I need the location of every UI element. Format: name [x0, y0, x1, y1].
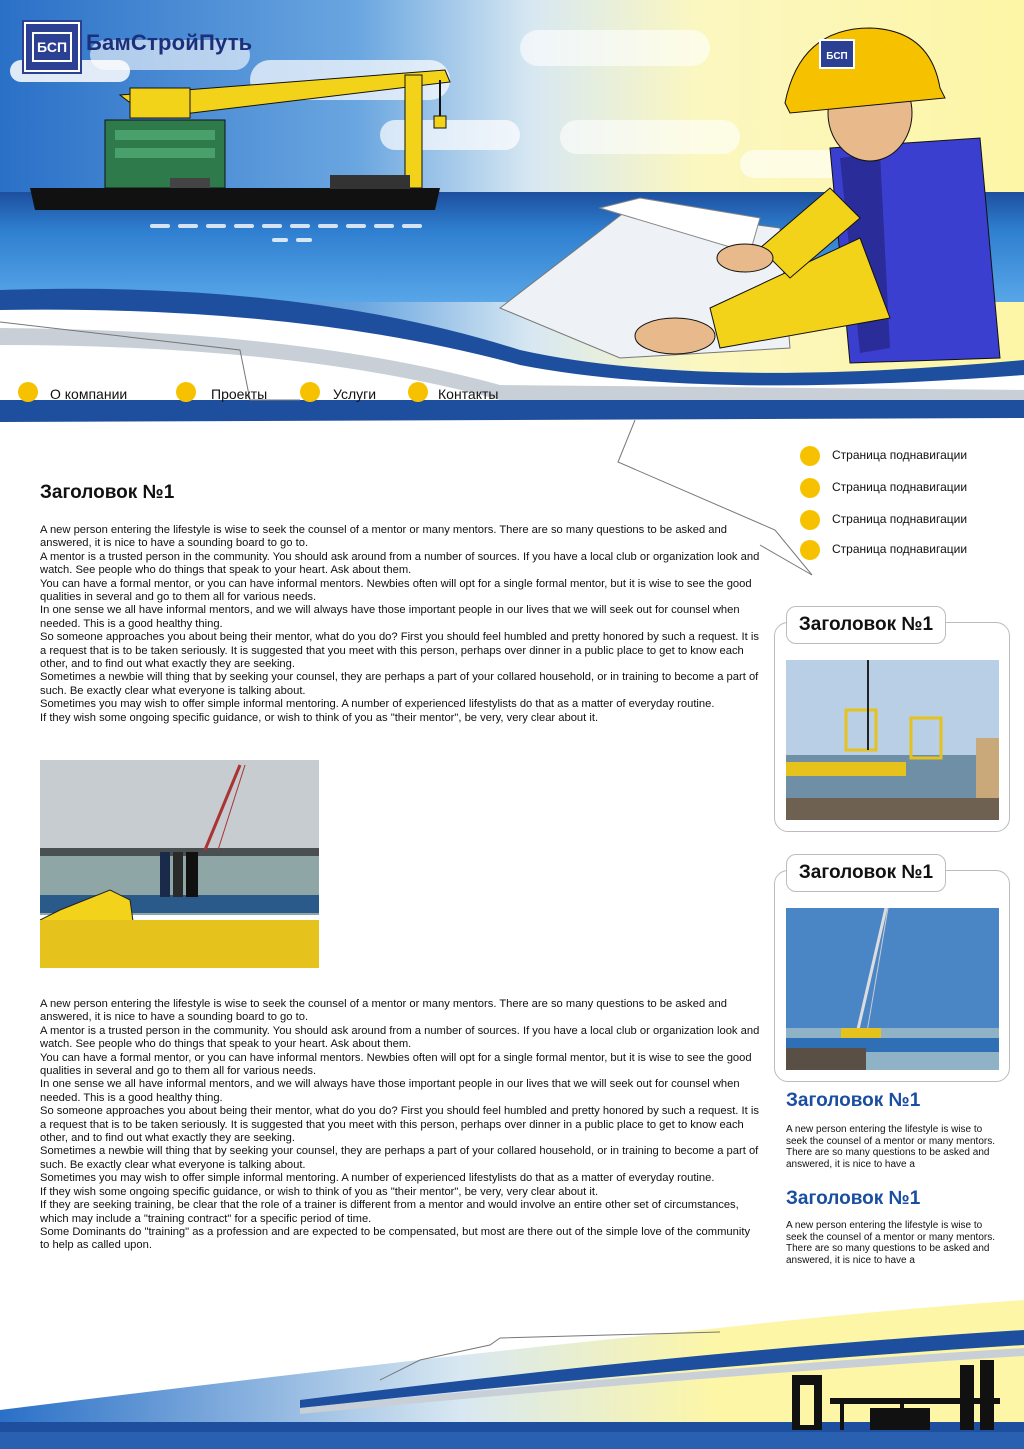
subnav-item[interactable]: [800, 510, 967, 530]
water-dash: [290, 224, 310, 228]
helmet-logo-text: БСП: [826, 51, 848, 62]
main-text-top: A new person entering the lifestyle is wise to seek the counsel of a mentor or many mentors. There are so many questions to be asked and answered, it is nice to have a sounding board to go to. A mentor is a trusted person in the community. You should ask around from a number of sources. If you have a local club or organization look and watch. See people who do things that speak to your heart. Ask about them. You can have a formal mentor, or you can have informal mentors. Newbies often will opt for a single formal mentor, but it is wise to see the good qualities in several and go to them all for various needs. In one sense we all have informal mentors, and we will always have those important people in our lives that we will seek out for counsel when needed. This is a good healthy thing. So someone approaches you about being their mentor, what do you do? First you should feel humbled and pretty honored by such a request. It is a request that is to be taken seriously. It is suggested that you meet with this person, perhaps over dinner in a public place to get to know each other, and to find out what exactly they are seeking. Sometimes a newbie will thing that by seeking your counsel, they are perhaps a part of your collared household, or in training to become a part of such. Be exactly clear what everyone is talking about. Sometimes you may wish to offer simple informal mentoring. A number of experienced lifestylists do that as a matter of everyday routine. If they wish some ongoing specific guidance, or wish to think of you as "their mentor", be very, very clear about it.: [40, 524, 760, 724]
water-dash: [262, 224, 282, 228]
subnav-item[interactable]: [800, 540, 967, 560]
company-name: БамСтройПуть: [86, 30, 253, 55]
nav-bullet-icon: [176, 382, 196, 402]
nav-bullet-icon: [18, 382, 38, 402]
news-text: A new person entering the lifestyle is wise to seek the counsel of a mentor or many mentors. There are so many questions to be asked and answered, it is nice to have a: [786, 1220, 995, 1266]
nav-bullet-icon: [300, 382, 320, 402]
subnav-bullet-icon: [800, 510, 820, 530]
main-photo-pier: [40, 760, 319, 968]
page-title: Заголовок №1: [40, 482, 175, 503]
footer-banner: [0, 1290, 1024, 1449]
water-dash: [206, 224, 226, 228]
subnav-item-label: Страница поднавигации: [832, 512, 968, 527]
subnav-item-label: Страница поднавигации: [832, 448, 968, 463]
header-banner: [0, 0, 1024, 440]
water-dash: [318, 224, 338, 228]
main-text-bottom: A new person entering the lifestyle is wise to seek the counsel of a mentor or many mentors. There are so many questions to be asked and answered, it is nice to have a sounding board to go to. A mentor is a trusted person in the community. You should ask around from a number of sources. If you have a local club or organization look and watch. See people who do things that speak to your heart. Ask about them. You can have a formal mentor, or you can have informal mentors. Newbies often will opt for a single formal mentor, but it is wise to see the good qualities in several and go to them all for various needs. In one sense we all have informal mentors, and we will always have those important people in our lives that we will seek out for counsel when needed. This is a good healthy thing. So someone approaches you about being their mentor, what do you do? First you should feel humbled and pretty honored by such a request. It is a request that is to be taken seriously. It is suggested that you meet with this person, perhaps over dinner in a public place to get to know each other, and to find out what exactly they are seeking. Sometimes a newbie will thing that by seeking your counsel, they are perhaps a part of your collared household, or in training to become a part of such. Be exactly clear what everyone is talking about. Sometimes you may wish to offer simple informal mentoring. A number of experienced lifestylists do that as a matter of everyday routine. If they wish some ongoing specific guidance, or wish to think of you as "their mentor", be very, very clear about it. If they are seeking training, be clear that the role of a trainer is different from a mentor and would involve an entire other set of circumstances, which may include a "training contract" for a specific period of time. Some Dominants do "training" as a profession and are expected to be compensated, but most are there out of the simple love of the community to help as called upon.: [40, 998, 760, 1252]
news-title[interactable]: Заголовок №1: [786, 1090, 921, 1111]
news-text: A new person entering the lifestyle is wise to seek the counsel of a mentor or many mentors. There are so many questions to be asked and answered, it is nice to have a: [786, 1124, 995, 1170]
nav-item-contacts[interactable]: Контакты: [438, 386, 499, 402]
water-dash: [150, 224, 170, 228]
subnav-bullet-icon: [800, 478, 820, 498]
water-dash: [234, 224, 254, 228]
news-title[interactable]: Заголовок №1: [786, 1188, 921, 1209]
nav-item-services[interactable]: Услуги: [333, 386, 377, 402]
nav-bullet-icon: [408, 382, 428, 402]
sidebar-panel-title: Заголовок №1: [786, 854, 946, 892]
water-dash: [402, 224, 422, 228]
water-dash: [178, 224, 198, 228]
water-dash: [346, 224, 366, 228]
sidebar-photo-pier-platform: [786, 660, 999, 820]
logo-mark-text: БСП: [32, 32, 72, 62]
sidebar-photo-crane: [786, 908, 999, 1070]
subnav-item[interactable]: [800, 478, 967, 498]
floating-crane-illustration: [30, 60, 470, 220]
subnav-bullet-icon: [800, 540, 820, 560]
water-dash: [296, 238, 312, 242]
subnav-bullet-icon: [800, 446, 820, 466]
subnav-item-label: Страница поднавигации: [832, 480, 968, 495]
company-logo[interactable]: [24, 22, 80, 72]
subnav-item[interactable]: [800, 446, 967, 466]
sidebar-panel-title: Заголовок №1: [786, 606, 946, 644]
water-dash: [272, 238, 288, 242]
header-swoosh: [0, 250, 1024, 440]
nav-item-about[interactable]: О компании: [50, 386, 128, 402]
subnav-item-label: Страница поднавигации: [832, 542, 968, 557]
water-dash: [374, 224, 394, 228]
nav-item-projects[interactable]: Проекты: [211, 386, 268, 402]
